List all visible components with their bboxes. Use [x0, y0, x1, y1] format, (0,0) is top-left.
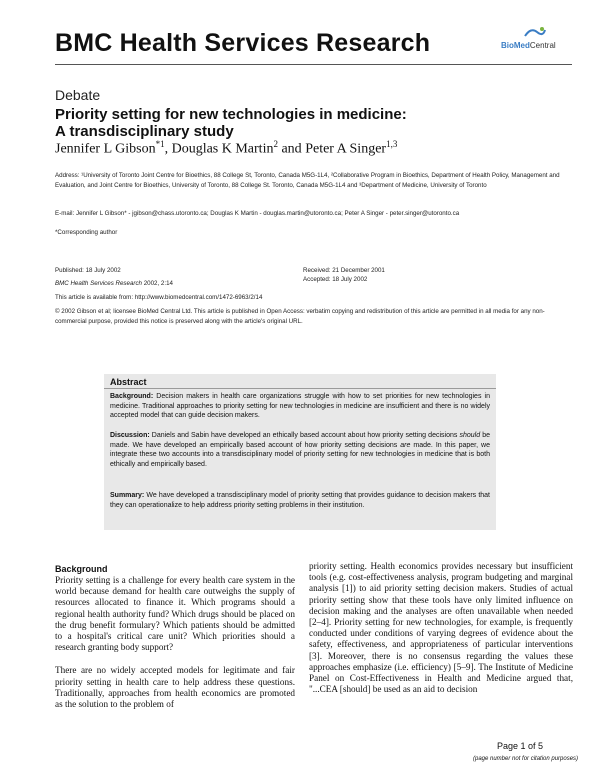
abstract-heading: Abstract — [110, 377, 147, 387]
abstract-divider — [104, 388, 496, 389]
corresponding-author-note: *Corresponding author — [55, 229, 118, 236]
author-affiliation-mark: *1 — [155, 139, 165, 149]
author-name: Jennifer L Gibson — [55, 141, 156, 157]
abstract-discussion-text: be made. We have developed an empirically based account of how priority setting decisions — [110, 432, 490, 449]
abstract-background-text: Decision makers in health care organizations struggle with how to set priorities for new technologies in medicine. Traditional approaches to priority setting for new technologies in medicine are insufficient and there is no widely accepted model that can guide decision makers. — [110, 393, 490, 419]
author-list: Jennifer L Gibson$^{*1}$, Douglas K Martin$^2$ and Peter A Singer$^{1,3}$ — [55, 139, 398, 157]
abstract-discussion — [110, 431, 490, 469]
body-paragraph: priority setting. Health economics provides necessary but insufficient tools (e.g. cost-effectiveness analysis, program budgeting and marginal analysis [1]) to aid priority setting decision makers. Studies of actual priority setting show that these tools have only limited influence on decision making and the analyses are often unavailable when needed [2–4]. Priority setting for new technologies, for example, is frequently conducted under conditions of varying degrees of evidence about the safety, effectiveness, and appropriateness of particular interventions [3]. Moreover, there is no consensus regarding the values these approaches emphasize (i.e. efficiency) [5–9]. The Institute of Medicine Panel on Cost-Effectiveness in Health and Medicine argued that, "...CEA [should] be used as an aid to decision — [309, 561, 573, 695]
article-title-line2: A transdisciplinary study — [55, 123, 234, 140]
page-number: Page 1 of 5 — [497, 741, 544, 751]
article-type: Debate — [55, 87, 101, 103]
citation — [55, 279, 173, 289]
page-number-note: (page number not for citation purposes) — [473, 756, 579, 762]
abstract-background-label: Background: — [110, 393, 154, 400]
section-heading-background: Background — [55, 564, 108, 574]
body-left-column — [55, 575, 295, 722]
accepted-date: Accepted: 18 July 2002 — [303, 276, 368, 283]
abstract-background — [110, 392, 490, 421]
published-date: Published: 18 July 2002 — [55, 267, 121, 274]
abstract-discussion-text: made. In this paper, we integrate these two accounts into a transdisciplinary model of priority setting for new technologies in medicine that is both ethically and empirically based. — [110, 441, 490, 468]
abstract-discussion-emphasis: are — [400, 441, 411, 449]
abstract-discussion-label: Discussion: — [110, 432, 150, 439]
body-right-column — [309, 561, 573, 707]
logo-text — [501, 41, 556, 50]
body-paragraph: Priority setting is a challenge for every health care system in the world because demand for health care outweighs the supply of resources allocated to finance it. Which programs should a regional health authority fund? Which drugs should be placed on the drug benefit formulary? Which patients should be admitted to a hospital's critical care unit? Which priorities should a research granting body support? — [55, 575, 295, 653]
biomed-central-logo — [501, 26, 571, 54]
header-divider — [55, 64, 572, 65]
logo-part2: Central — [529, 41, 556, 50]
author-emails: E-mail: Jennifer L Gibson* - jgibson@chass.utoronto.ca; Douglas K Martin - douglas.martin@utoronto.ca; Peter A Singer - peter.singer@utoronto.ca — [55, 210, 460, 217]
author-affiliation-mark: 2 — [273, 139, 278, 149]
author-affiliation-mark: 1,3 — [386, 139, 398, 149]
abstract-summary — [110, 491, 490, 510]
received-date: Received: 21 December 2001 — [303, 267, 385, 274]
article-title-line1: Priority setting for new technologies in medicine: — [55, 106, 407, 123]
citation-journal: BMC Health Services Research — [55, 280, 142, 287]
abstract-summary-label: Summary: — [110, 492, 145, 499]
abstract-discussion-emphasis: should — [459, 432, 481, 439]
journal-title: BMC Health Services Research — [55, 29, 431, 57]
article-url[interactable]: This article is available from: http://www.biomedcentral.com/1472-6963/2/14 — [55, 294, 263, 301]
abstract-discussion-text: Daniels and Sabin have developed an ethically based account about how priority setting decisions — [149, 432, 460, 439]
abstract-summary-text: We have developed a transdisciplinary model of priority setting that provides guidance to decision makers that they can operationalize to help address priority setting problems in their institution. — [110, 492, 490, 509]
copyright-notice: © 2002 Gibson et al; licensee BioMed Central Ltd. This article is published in Open Access: verbatim copying and redistribution of this article are permitted in all media for any non-commercial purpose, provided this notice is preserved along with the article's original URL. — [55, 308, 545, 325]
logo-swirl-icon — [523, 26, 547, 40]
author-addresses: Address: ¹University of Toronto Joint Centre for Bioethics, 88 College St, Toronto, Canada M5G-1L4, ²Collaborative Program in Bioethics, Department of Health Policy, Management and Evaluation, and Joint Centre for Bioethics, University of Toronto, 88 College St. Toronto, Canada M5G-1L4 and ³Department of Medicine, University of Toronto — [55, 172, 560, 189]
citation-volume: 2002, 2:14 — [142, 280, 173, 287]
body-paragraph: There are no widely accepted models for legitimate and fair priority setting in health care to help address these questions. Traditionally, approaches from health economics are promoted as the solution to the problem of — [55, 665, 295, 710]
author-name: Douglas K Martin — [171, 141, 274, 157]
logo-part1: BioMed — [501, 41, 530, 50]
author-name: Peter A Singer — [305, 141, 387, 157]
